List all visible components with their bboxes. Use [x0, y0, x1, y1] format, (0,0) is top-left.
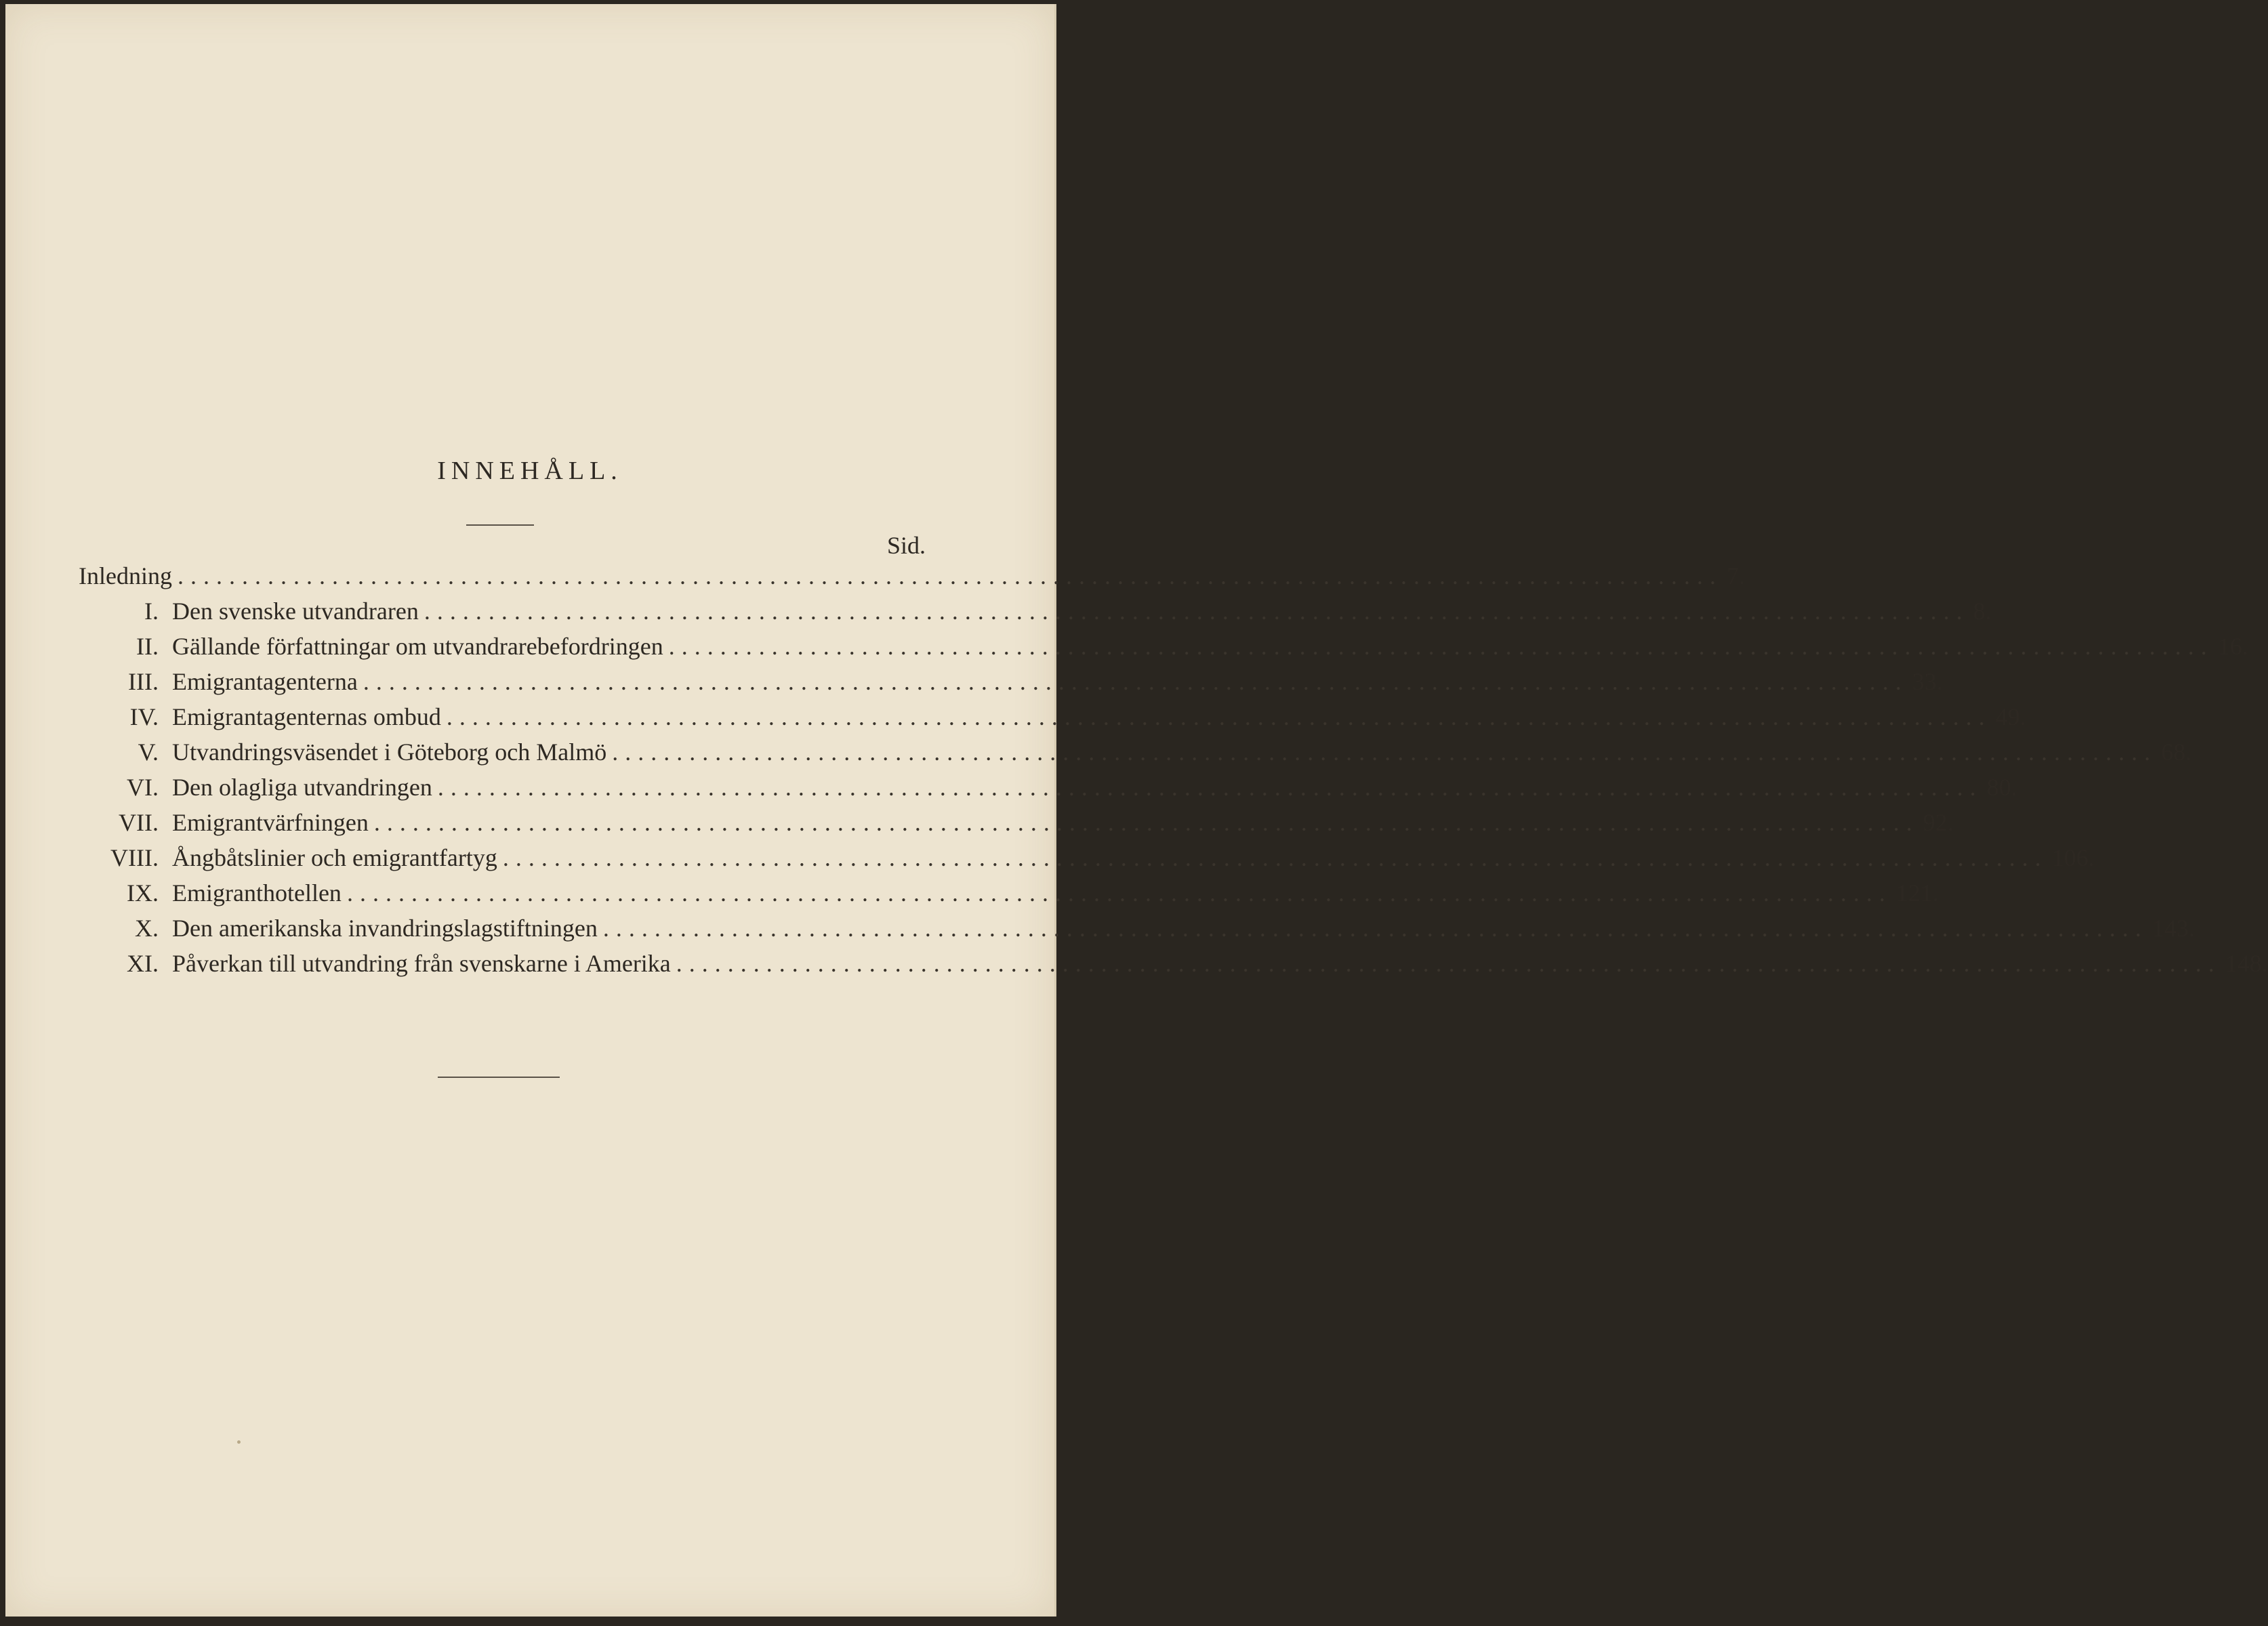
toc-entry-page: 92.: [1922, 809, 1954, 836]
toc-entry-page: 68.: [2161, 738, 2192, 766]
toc-entry-numeral: VIII.: [110, 844, 159, 871]
toc-entry-chapter-2: [79, 629, 2248, 664]
page-title: INNEHÅLL.: [437, 457, 623, 485]
toc-entry-chapter-1: [79, 593, 1992, 629]
toc-leader-dots: ........................................................................................................................: [424, 598, 1969, 625]
toc-entry-title: Utvandringsväsendet i Göteborg och Malmö: [172, 738, 607, 766]
toc-entry-numeral: VII.: [119, 809, 159, 836]
toc-entry-numeral: X.: [135, 915, 159, 942]
toc-entry-title: Påverkan till utvandring från svenskarne i Amerika: [172, 950, 671, 977]
toc-entry-title: Emigrantagenterna: [172, 668, 358, 695]
toc-leader-dots: ........................................................................................................................: [446, 703, 1992, 730]
toc-entry-page: 143.: [2151, 915, 2195, 942]
toc-entry-chapter-11: [79, 946, 2268, 981]
toc-entry-title: Emigranthotellen: [172, 879, 342, 906]
toc-entry-numeral: XI.: [127, 950, 159, 977]
paper-speck: [237, 1440, 241, 1444]
toc-entry-title: Inledning: [79, 562, 172, 589]
toc-entry-numeral: I.: [144, 598, 159, 625]
toc-entry-page: 49.: [1995, 703, 2026, 730]
toc-entry-page: 121.: [1895, 879, 1939, 906]
toc-entry-chapter-8: [79, 840, 2095, 875]
toc-entry-numeral: III.: [128, 668, 159, 695]
toc-entry-chapter-3: [79, 664, 1943, 699]
toc-entry-page: 8.: [1973, 598, 1992, 625]
toc-entry-chapter-10: [79, 911, 2195, 946]
toc-entry-numeral: IX.: [127, 879, 159, 906]
toc-entry-chapter-6: [79, 770, 2017, 805]
toc-entry-chapter-7: [79, 805, 1954, 840]
toc-leader-dots: ........................................................................................................................: [363, 668, 1908, 695]
toc-leader-dots: ........................................................................................................................: [373, 809, 1919, 836]
title-divider: [466, 524, 534, 526]
toc-leader-dots: ........................................................................................................................: [502, 844, 2048, 871]
toc-entry-page: 80.: [1986, 774, 2017, 801]
toc-entry-page: 148.: [2225, 950, 2268, 977]
toc-entry-chapter-5: [79, 734, 2192, 770]
toc-leader-dots: ........................................................................................................................: [676, 950, 2221, 977]
toc-entry-title: Den svenske utvandraren: [172, 598, 419, 625]
toc-entry-introduction: [79, 558, 1745, 593]
toc-entry-numeral: VI.: [127, 774, 159, 801]
toc-entry-page: 106.: [2051, 844, 2095, 871]
toc-entry-page: 33.: [1912, 668, 1943, 695]
toc-entry-chapter-9: [79, 875, 1939, 911]
toc-leader-dots: ........................................................................................................................: [177, 562, 1723, 589]
page-column-label: Sid.: [886, 532, 926, 559]
toc-entry-title: Emigrantagenternas ombud: [172, 703, 441, 730]
toc-leader-dots: ........................................................................................................................: [437, 774, 1983, 801]
toc-leader-dots: ........................................................................................................................: [612, 738, 2158, 766]
toc-entry-page: 16.: [2217, 633, 2248, 660]
toc-entry-title: Den amerikanska invandringslagstiftningen: [172, 915, 598, 942]
closing-divider: [438, 1077, 560, 1078]
toc-entry-title: Ångbåtslinier och emigrantfartyg: [172, 844, 497, 871]
toc-entry-numeral: II.: [136, 633, 159, 660]
toc-entry-page: 7.: [1726, 562, 1745, 589]
toc-leader-dots: ........................................................................................................................: [602, 915, 2148, 942]
toc-entry-numeral: V.: [138, 738, 159, 766]
table-of-contents: [79, 558, 2268, 981]
toc-leader-dots: ........................................................................................................................: [668, 633, 2214, 660]
toc-entry-title: Den olagliga utvandringen: [172, 774, 432, 801]
toc-entry-title: Gällande författningar om utvandrarebefordringen: [172, 633, 663, 660]
toc-entry-chapter-4: [79, 699, 2026, 734]
book-page: [5, 4, 2268, 1617]
toc-entry-numeral: IV.: [129, 703, 159, 730]
toc-leader-dots: ........................................................................................................................: [346, 879, 1892, 906]
toc-entry-title: Emigrantvärfningen: [172, 809, 369, 836]
